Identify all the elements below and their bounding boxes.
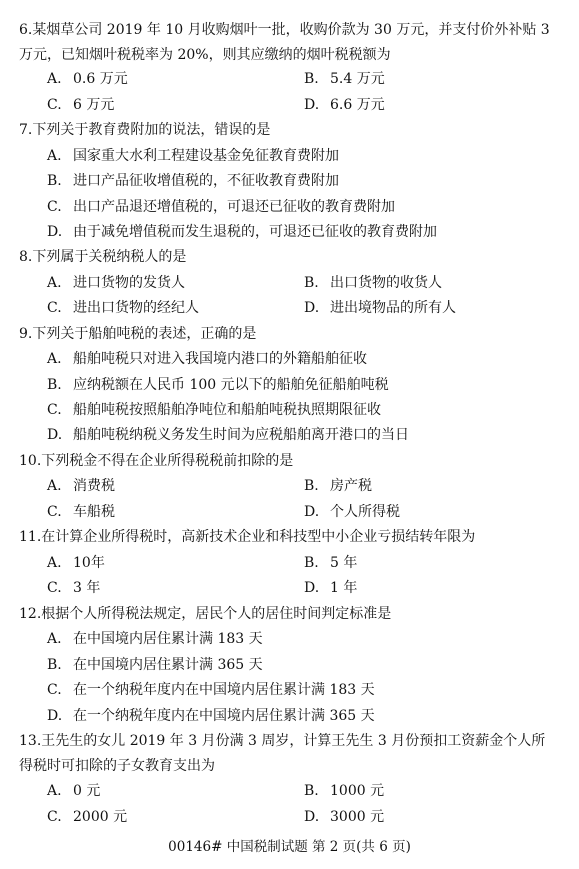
option-b (304, 271, 442, 296)
option-d (304, 576, 357, 601)
question-number: 8. (19, 249, 33, 265)
option-d (304, 500, 400, 525)
option-c (47, 805, 127, 830)
option-text: 由于减免增值税而发生退税的，可退还已征收的教育费附加 (73, 224, 437, 240)
option-label: D. (304, 580, 320, 596)
option-text: 个人所得税 (330, 504, 400, 520)
option-text: 车船税 (73, 504, 115, 520)
option-a (47, 347, 367, 372)
page-footer: 00146# 中国税制试题 第 2 页(共 6 页) (168, 839, 411, 855)
option-d (304, 296, 456, 321)
option-label: C. (47, 97, 62, 113)
option-label: D. (47, 427, 63, 443)
option-a (47, 779, 100, 804)
option-label: C. (47, 199, 62, 215)
option-b (47, 653, 263, 678)
option-c (47, 500, 115, 525)
option-text: 船舶吨税纳税义务发生时间为应税船舶离开港口的当日 (73, 427, 409, 443)
question-stem (19, 449, 559, 474)
option-d (47, 704, 375, 729)
option-text: 2000 元 (73, 809, 128, 825)
question-number: 11. (19, 529, 42, 545)
option-text: 出口产品退还增值税的，可退还已征收的教育费附加 (73, 199, 395, 215)
option-text: 3 年 (73, 580, 101, 596)
option-label: D. (304, 504, 320, 520)
question-number: 9. (19, 326, 33, 342)
option-text: 10年 (73, 555, 105, 571)
option-a (47, 67, 128, 92)
option-label: B. (47, 377, 62, 393)
option-label: A. (47, 478, 62, 494)
question-text: 下列关于船舶吨税的表述，正确的是 (32, 326, 257, 342)
option-c (47, 195, 395, 220)
question-number: 12. (19, 606, 42, 622)
option-label: C. (47, 504, 62, 520)
question-stem (19, 729, 559, 779)
option-text: 5 年 (330, 555, 358, 571)
option-text: 房产税 (330, 478, 372, 494)
option-label: D. (304, 809, 320, 825)
option-text: 应纳税额在人民币 100 元以下的船舶免征船舶吨税 (73, 377, 389, 393)
option-text: 1 年 (330, 580, 358, 596)
option-b (47, 169, 339, 194)
option-label: A. (47, 275, 62, 291)
option-text: 消费税 (73, 478, 115, 494)
option-a (47, 144, 339, 169)
option-d (47, 423, 409, 448)
option-b (47, 373, 389, 398)
question-text: 某烟草公司 2019 年 10 月收购烟叶一批，收购价款为 30 万元，并支付价外补贴 3 万元，已知烟叶税税率为 20%，则其应缴纳的烟叶税税额为 (19, 22, 550, 63)
question-stem (19, 602, 559, 627)
option-a (47, 551, 105, 576)
question-stem (19, 322, 559, 347)
option-label: B. (304, 783, 319, 799)
option-label: C. (47, 682, 62, 698)
option-label: B. (47, 657, 62, 673)
option-text: 6 万元 (73, 97, 115, 113)
question-number: 10. (19, 453, 42, 469)
option-b (304, 551, 357, 576)
option-a (47, 271, 185, 296)
question-number: 6. (19, 22, 33, 38)
option-text: 出口货物的收货人 (330, 275, 442, 291)
option-c (47, 576, 100, 601)
option-b (304, 67, 385, 92)
question-text: 在计算企业所得税时，高新技术企业和科技型中小企业亏损结转年限为 (41, 529, 476, 545)
option-label: B. (47, 173, 62, 189)
option-text: 5.4 万元 (330, 71, 385, 87)
option-c (47, 678, 375, 703)
option-label: D. (47, 708, 63, 724)
option-text: 进口产品征收增值税的，不征收教育费附加 (73, 173, 339, 189)
option-text: 1000 元 (330, 783, 385, 799)
option-text: 6.6 万元 (330, 97, 385, 113)
question-stem (19, 525, 559, 550)
question-stem (19, 118, 559, 143)
question-text: 下列税金不得在企业所得税税前扣除的是 (41, 453, 294, 469)
option-d (304, 93, 385, 118)
option-c (47, 93, 114, 118)
question-stem (19, 18, 559, 68)
option-text: 在一个纳税年度内在中国境内居住累计满 365 天 (73, 708, 375, 724)
option-text: 在中国境内居住累计满 183 天 (73, 631, 263, 647)
option-c (47, 398, 381, 423)
option-text: 进口货物的发货人 (73, 275, 185, 291)
option-b (304, 779, 384, 804)
option-label: A. (47, 71, 62, 87)
option-label: D. (304, 97, 320, 113)
option-text: 0 元 (73, 783, 101, 799)
option-text: 进出境物品的所有人 (330, 300, 456, 316)
option-label: B. (304, 478, 319, 494)
question-number: 13. (19, 733, 42, 749)
option-text: 进出口货物的经纪人 (73, 300, 199, 316)
option-text: 在一个纳税年度内在中国境内居住累计满 183 天 (73, 682, 375, 698)
option-text: 3000 元 (330, 809, 385, 825)
option-text: 船舶吨税只对进入我国境内港口的外籍船舶征收 (73, 351, 367, 367)
option-label: A. (47, 631, 62, 647)
option-label: C. (47, 402, 62, 418)
option-label: D. (304, 300, 320, 316)
option-label: C. (47, 580, 62, 596)
option-text: 在中国境内居住累计满 365 天 (73, 657, 263, 673)
option-label: C. (47, 300, 62, 316)
option-label: A. (47, 351, 62, 367)
option-text: 0.6 万元 (73, 71, 128, 87)
option-c (47, 296, 199, 321)
option-a (47, 474, 115, 499)
option-label: B. (304, 275, 319, 291)
question-text: 下列关于教育费附加的说法，错误的是 (32, 122, 271, 138)
option-label: B. (304, 555, 319, 571)
question-text: 王先生的女儿 2019 年 3 月份满 3 周岁，计算王先生 3 月份预扣工资薪金个人所得税时可扣除的子女教育支出为 (19, 733, 546, 774)
option-a (47, 627, 263, 652)
option-text: 船舶吨税按照船舶净吨位和船舶吨税执照期限征收 (73, 402, 381, 418)
option-label: C. (47, 809, 62, 825)
option-text: 国家重大水利工程建设基金免征教育费附加 (73, 148, 339, 164)
option-d (304, 805, 384, 830)
question-number: 7. (19, 122, 33, 138)
option-label: D. (47, 224, 63, 240)
question-text: 下列属于关税纳税人的是 (32, 249, 187, 265)
option-label: A. (47, 148, 62, 164)
option-label: A. (47, 555, 62, 571)
option-b (304, 474, 372, 499)
question-stem (19, 245, 559, 270)
option-label: B. (304, 71, 319, 87)
question-text: 根据个人所得税法规定，居民个人的居住时间判定标准是 (41, 606, 392, 622)
option-d (47, 220, 437, 245)
option-label: A. (47, 783, 62, 799)
